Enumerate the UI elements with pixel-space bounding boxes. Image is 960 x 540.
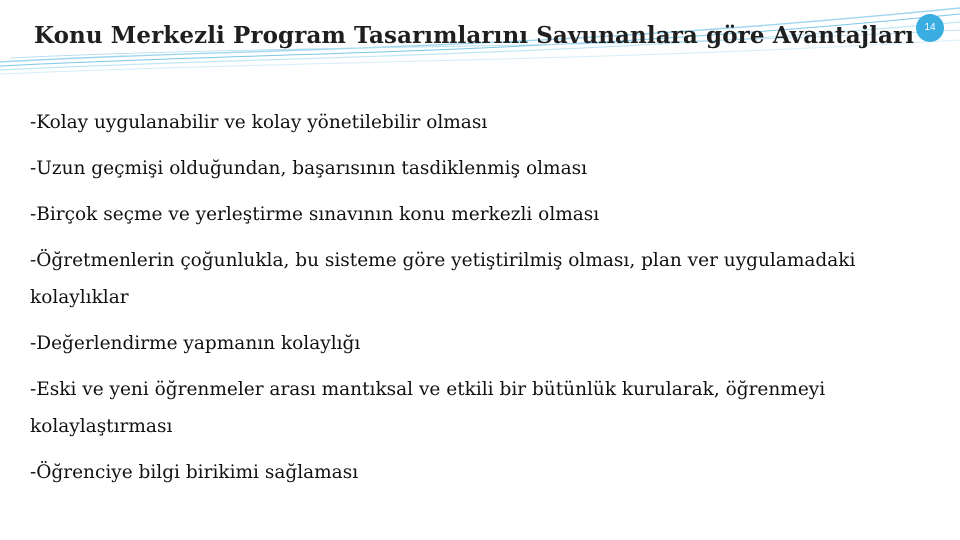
bullet-item: -Uzun geçmişi olduğundan, başarısının tasdiklenmiş olması bbox=[30, 158, 588, 179]
bullet-item: -Öğretmenlerin çoğunlukla, bu sisteme göre yetiştirilmiş olması, plan ver uygulamadaki kolaylıklar bbox=[30, 250, 856, 308]
bullet-item: -Değerlendirme yapmanın kolaylığı bbox=[30, 333, 361, 354]
bullet-item: -Öğrenciye bilgi birikimi sağlaması bbox=[30, 462, 359, 483]
bullet-item: -Eski ve yeni öğrenmeler arası mantıksal ve etkili bir bütünlük kurularak, öğrenmeyi kolaylaştırması bbox=[30, 379, 826, 437]
slide-title: Konu Merkezli Program Tasarımlarını Savunanlara göre Avantajları bbox=[34, 22, 915, 49]
bullet-item: -Birçok seçme ve yerleştirme sınavının konu merkezli olması bbox=[30, 204, 600, 225]
bullet-item: -Kolay uygulanabilir ve kolay yönetilebilir olması bbox=[30, 112, 488, 133]
bullet-list bbox=[30, 104, 920, 500]
slide-number-badge: 14 bbox=[916, 14, 944, 42]
